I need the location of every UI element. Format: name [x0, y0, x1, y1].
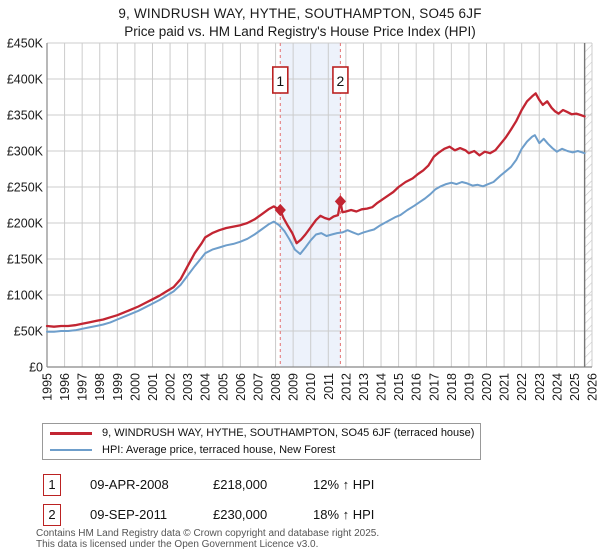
x-axis-tick-label: 1998 — [93, 373, 108, 401]
sale-1-date: 09-APR-2008 — [90, 477, 169, 492]
x-axis-tick-label: 2022 — [515, 373, 530, 401]
x-axis-tick-label: 1996 — [58, 373, 73, 401]
x-axis-tick-label: 2006 — [233, 373, 248, 401]
sale-2-price: £230,000 — [213, 507, 268, 522]
sale-annotation-row-1 — [0, 474, 600, 496]
x-axis-tick-label: 2020 — [480, 372, 495, 401]
y-axis-tick-label: £300K — [6, 144, 43, 159]
x-axis-tick-label: 2021 — [497, 373, 512, 401]
y-axis-tick-label: £250K — [6, 180, 43, 195]
x-axis-tick-label: 2014 — [374, 373, 389, 401]
legend-item-hpi — [43, 443, 480, 457]
legend-swatch-blue-line — [50, 449, 92, 451]
sale-number-box-label: 1 — [276, 73, 285, 89]
x-axis-tick-label: 2011 — [321, 373, 336, 400]
legend — [42, 423, 481, 460]
x-axis-tick-label: 2017 — [427, 373, 442, 401]
x-axis-tick-label: 2000 — [128, 373, 143, 401]
sale-2-number-badge: 2 — [43, 504, 61, 526]
x-axis-tick-label: 2015 — [392, 373, 407, 401]
legend-label-hpi: HPI: Average price, terraced house, New Forest — [102, 444, 336, 456]
x-axis-tick-label: 2016 — [409, 373, 424, 401]
x-axis-tick-label: 1995 — [40, 373, 55, 401]
legend-label-price-paid: 9, WINDRUSH WAY, HYTHE, SOUTHAMPTON, SO45 6JF (terraced house) — [102, 427, 475, 439]
footer-copyright: Contains HM Land Registry data © Crown copyright and database right 2025. — [36, 528, 380, 539]
x-axis-tick-label: 1997 — [75, 373, 90, 401]
sale-annotation-row-2 — [0, 504, 600, 526]
x-axis-tick-label: 2023 — [532, 373, 547, 401]
x-axis-tick-label: 2019 — [462, 373, 477, 401]
x-axis-tick-label: 2002 — [163, 373, 178, 401]
y-axis-tick-label: £350K — [6, 108, 43, 123]
x-axis-tick-label: 2025 — [567, 373, 582, 401]
footer-licence: This data is licensed under the Open Government Licence v3.0. — [36, 539, 319, 550]
chart-subtitle: Price paid vs. HM Land Registry's House Price Index (HPI) — [124, 24, 476, 39]
y-axis-tick-label: £50K — [13, 324, 43, 339]
x-axis-tick-label: 2009 — [286, 373, 301, 401]
x-axis-tick-label: 2007 — [251, 373, 266, 401]
sale-number-box-label: 2 — [336, 73, 345, 89]
x-axis-tick-label: 2026 — [585, 373, 600, 401]
x-axis-tick-label: 1999 — [110, 373, 125, 401]
x-axis-tick-label: 2001 — [145, 373, 160, 401]
sale-1-number-badge: 1 — [43, 474, 61, 496]
chart-title: 9, WINDRUSH WAY, HYTHE, SOUTHAMPTON, SO45 6JF — [118, 6, 482, 21]
x-axis-tick-label: 2005 — [216, 373, 231, 401]
x-axis-tick-label: 2018 — [444, 373, 459, 401]
y-axis-tick-label: £0 — [29, 360, 43, 375]
sale-2-hpi-delta: 18% ↑ HPI — [313, 507, 375, 522]
y-axis-tick-label: £400K — [6, 72, 43, 87]
y-axis-tick-label: £150K — [6, 252, 43, 267]
y-axis-tick-label: £450K — [6, 36, 43, 51]
legend-swatch-red-line — [50, 432, 92, 435]
x-axis-tick-label: 2004 — [198, 373, 213, 401]
x-axis-tick-label: 2008 — [269, 373, 284, 401]
x-axis-tick-label: 2010 — [304, 373, 319, 401]
legend-item-price-paid — [43, 426, 480, 440]
x-axis-tick-label: 2003 — [181, 373, 196, 401]
future-hatched-region — [585, 43, 592, 367]
x-axis-tick-label: 2024 — [550, 373, 565, 401]
y-axis-tick-label: £200K — [6, 216, 43, 231]
x-axis-tick-label: 2013 — [356, 373, 371, 401]
y-axis-tick-label: £100K — [6, 288, 43, 303]
sale-1-price: £218,000 — [213, 477, 268, 492]
x-axis-tick-label: 2012 — [339, 373, 354, 401]
sale-2-date: 09-SEP-2011 — [90, 507, 168, 522]
sale-1-hpi-delta: 12% ↑ HPI — [313, 477, 375, 492]
